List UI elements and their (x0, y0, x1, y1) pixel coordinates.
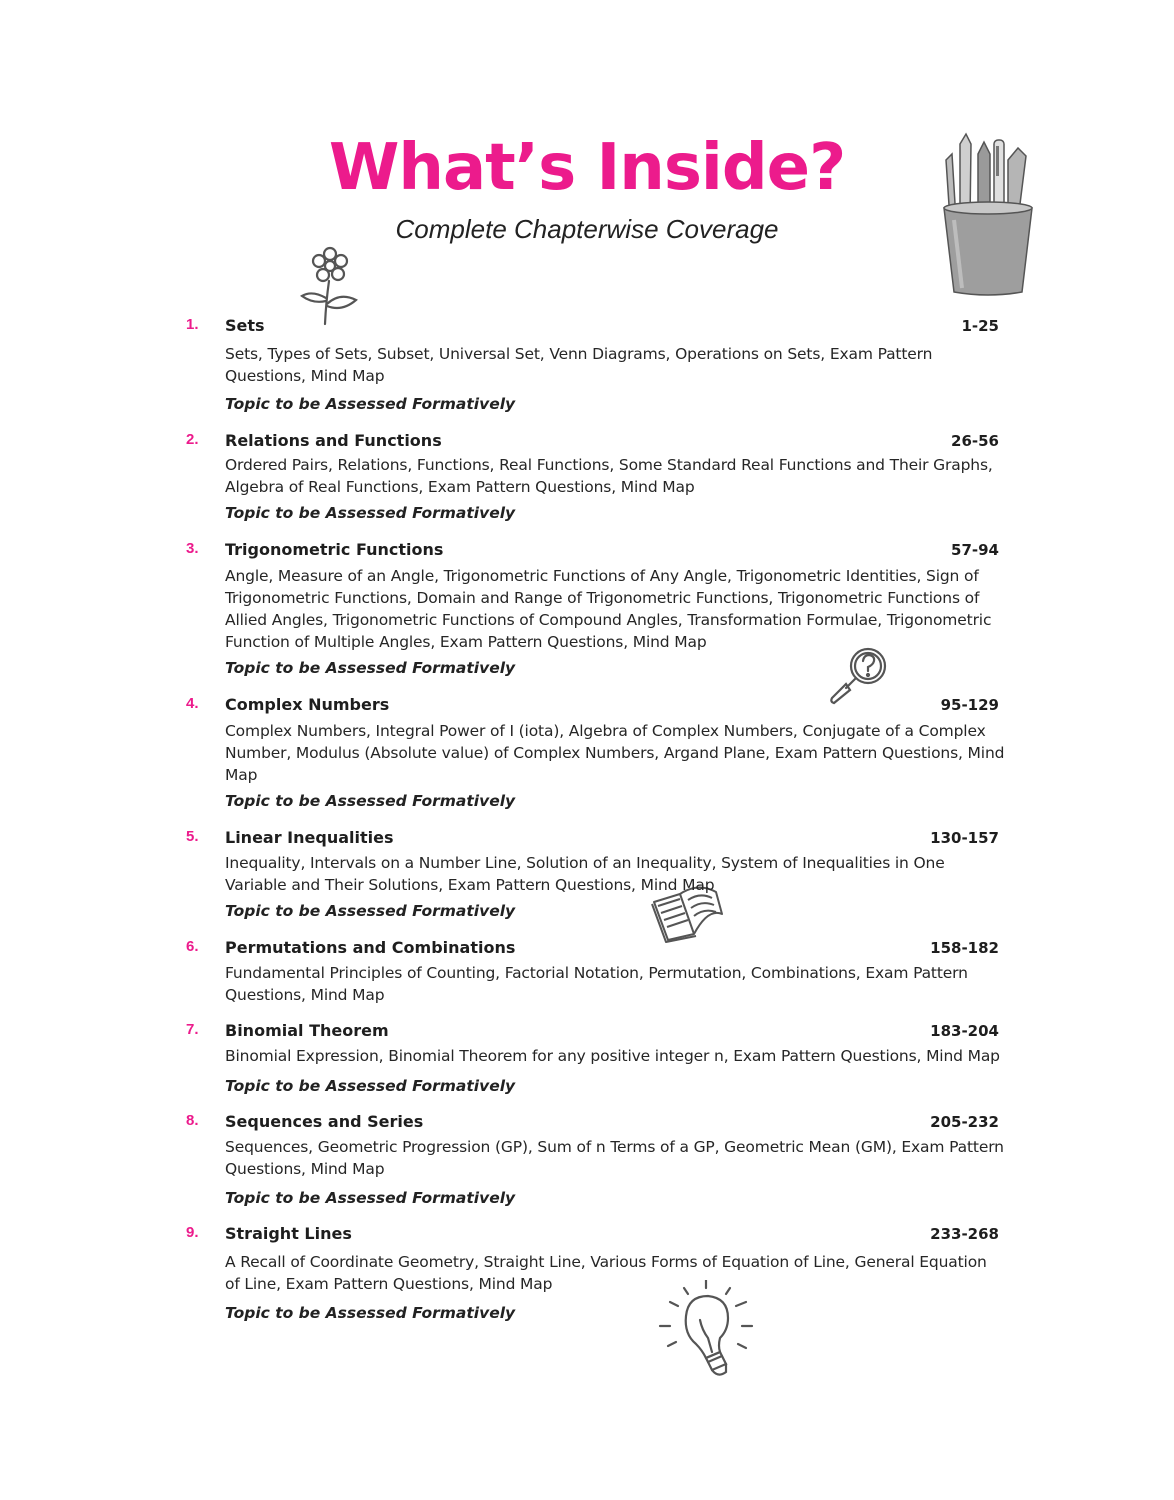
chapter-number: 6. (186, 938, 199, 955)
chapter-note: Topic to be Assessed Formatively (225, 1304, 516, 1322)
chapter-title: Straight Lines (225, 1224, 352, 1243)
chapter-pages: 233-268 (930, 1225, 999, 1243)
chapter-pages: 183-204 (930, 1022, 999, 1040)
chapter-topics: Fundamental Principles of Counting, Factorial Notation, Permutation, Combinations, Exam Pattern Questions, Mind Map (225, 964, 968, 1004)
chapter-note: Topic to be Assessed Formatively (225, 395, 516, 413)
chapter-note: Topic to be Assessed Formatively (225, 1077, 516, 1095)
chapter-title: Linear Inequalities (225, 828, 394, 847)
magnifier-question-icon (826, 646, 892, 708)
chapter-title: Binomial Theorem (225, 1021, 389, 1040)
chapter-title: Permutations and Combinations (225, 938, 516, 957)
chapter-topics: Complex Numbers, Integral Power of I (iota), Algebra of Complex Numbers, Conjugate of a Complex Number, Modulus (Absolute value) of Complex Numbers, Argand Plane, Exam Pattern Questions, Mind Map (225, 722, 1005, 784)
chapter-number: 4. (186, 695, 199, 712)
chapter-topics: Sequences, Geometric Progression (GP), Sum of n Terms of a GP, Geometric Mean (GM), Exam Pattern Questions, Mind Map (225, 1138, 1004, 1178)
chapter-topics: Inequality, Intervals on a Number Line, Solution of an Inequality, System of Inequalities in One Variable and Their Solutions, Exam Pattern Questions, Mind Map (225, 854, 945, 894)
chapter-topics: A Recall of Coordinate Geometry, Straight Line, Various Forms of Equation of Line, General Equation of Line, Exam Pattern Questions, Mind Map (225, 1253, 987, 1293)
chapter-topics: Angle, Measure of an Angle, Trigonometric Functions of Any Angle, Trigonometric Identities, Sign of Trigonometric Functions, Domain and Range of Trigonometric Functions, Trigonometric Functions of Allied Angles, Trigonometric Functions of Compound Angles, Transformation Formulae, Trigonometric Function of Multiple Angles, Exam Pattern Questions, Mind Map (225, 567, 992, 651)
chapter-number: 2. (186, 431, 199, 448)
chapter-topics: Sets, Types of Sets, Subset, Universal Set, Venn Diagrams, Operations on Sets, Exam Pattern Questions, Mind Map (225, 345, 933, 385)
page-subtitle: Complete Chapterwise Coverage (395, 214, 779, 244)
chapter-note: Topic to be Assessed Formatively (225, 902, 516, 920)
chapter-pages: 130-157 (930, 829, 999, 847)
chapter-number: 1. (186, 316, 199, 333)
chapter-topics: Binomial Expression, Binomial Theorem for any positive integer n, Exam Pattern Questions, Mind Map (225, 1047, 1000, 1065)
chapter-note: Topic to be Assessed Formatively (225, 504, 516, 522)
chapter-title: Sequences and Series (225, 1112, 424, 1131)
chapter-number: 5. (186, 828, 199, 845)
chapter-number: 7. (186, 1021, 199, 1038)
chapter-number: 3. (186, 540, 199, 557)
chapter-pages: 26-56 (951, 432, 999, 450)
chapter-title: Sets (225, 316, 265, 335)
pencil-cup-icon (938, 130, 1038, 298)
page-title: What’s Inside? (328, 131, 846, 205)
chapter-title: Trigonometric Functions (225, 540, 444, 559)
light-bulb-icon (656, 1280, 760, 1384)
chapter-pages: 95-129 (940, 696, 999, 714)
chapter-pages: 57-94 (951, 541, 999, 559)
chapter-pages: 1-25 (961, 317, 999, 335)
chapter-pages: 158-182 (930, 939, 999, 957)
chapter-note: Topic to be Assessed Formatively (225, 792, 516, 810)
chapter-note: Topic to be Assessed Formatively (225, 1189, 516, 1207)
chapter-pages: 205-232 (930, 1113, 999, 1131)
chapter-title: Relations and Functions (225, 431, 442, 450)
chapter-title: Complex Numbers (225, 695, 390, 714)
chapter-number: 8. (186, 1112, 199, 1129)
chapter-number: 9. (186, 1224, 199, 1241)
flower-icon (298, 244, 362, 328)
chapter-topics: Ordered Pairs, Relations, Functions, Real Functions, Some Standard Real Functions and Their Graphs, Algebra of Real Functions, Exam Pattern Questions, Mind Map (225, 456, 993, 496)
chapter-note: Topic to be Assessed Formatively (225, 659, 516, 677)
